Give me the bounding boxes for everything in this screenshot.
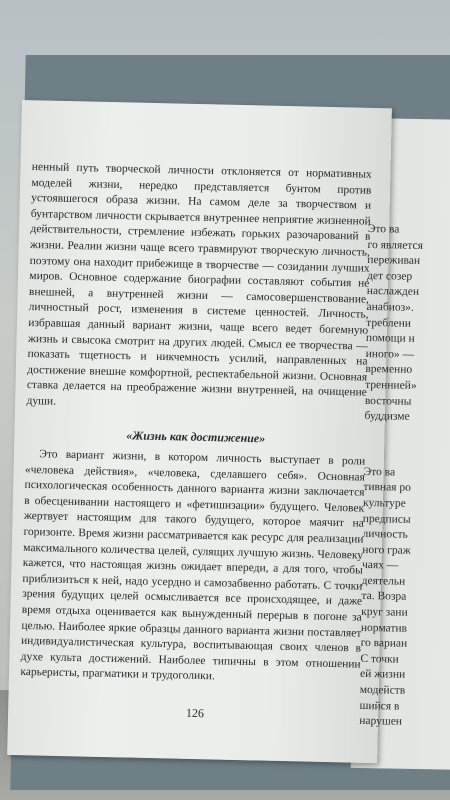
right-page-line: треблени [366, 316, 412, 330]
right-page-line: круг зани [361, 606, 408, 619]
right-page-line: дет созер [366, 269, 413, 283]
right-page-line: норматив [360, 621, 408, 635]
right-page-text [359, 222, 450, 731]
right-page-line: буддизме [364, 410, 410, 423]
right-page-text-top [364, 222, 450, 426]
paragraph-2: Это вариант жизни, в котором личность выступает в роли «человека действия», «человека, сделавшего себя». Основная психологическая особенность данного варианта жизни заключается в обесценивании настоящего и «фетишизации» будущего. Человек жертвует настоящим для такого будущего, которое маячит на горизонте. Время жизни рассматривается как ресурс для реализации максимального количества целей, сулящих лучшую жизнь. Человеку кажется, что настоящая жизнь ожидает впереди, а для того, чтобы приблизиться к ней, надо усердно и самозабвенно работать. С точки зрения будущих целей осмысливается все происходящее, и даже время отдыха оценивается как вынужденный перерыв в погоне за целью. Наиболее яркие образцы данного варианта жизни поставляет индивидуалистическая культура, воспитывающая своих членов в духе культа достижений. Наиболее типичны в этом отношении карьеристы, прагматики и трудоголики. [20, 448, 366, 683]
right-page-line: С точки [360, 652, 399, 666]
right-page-line: Это ва [367, 222, 400, 236]
right-page-line: ного граж [362, 543, 411, 557]
right-page-line: шийся в [359, 699, 400, 713]
right-page-line: предписы [362, 512, 411, 526]
right-page-line: го является [367, 238, 424, 252]
page-number: 126 [185, 705, 205, 721]
right-page-line: наслажден [366, 285, 420, 299]
left-page-text [20, 160, 372, 689]
right-page-text-bottom [359, 465, 446, 731]
right-page-line: временно [365, 363, 413, 377]
right-page-line: помощи н [365, 332, 415, 345]
right-page-line: го вариан [360, 637, 408, 650]
right-page-line: деятельн [361, 574, 406, 588]
right-page-line: тивная ро [363, 481, 412, 495]
paragraph-1: ненный путь творческой личности отклоняется от нормативных моделей жизни, нередко представляется бунтом против устоявшегося образа жизни. На самом деле за творчеством и бунтарством личности скрывается внутреннее неприятие жизненной действительности, стремление избежать горьких разочарований в жизни. Реалии жизни чаще всего травмируют творческую личность, поэтому она находит прибежище в творчестве — созидании лучших миров. Основное содержание биографии составляют события не внешней, а внутренней жизни — самосовершенствование, личностный рост, изменения в системе ценностей. Личность, избравшая данный вариант жизни, чаще всего ведет богемную жизнь и свысока смотрит на других людей. Смысл ее творчества — показать тщетность и никчемность усилий, направленных на достижение внешне комфортной, респектабельной жизни. Основная ставка делается на преображение жизни внутренней, на очищение души. [26, 160, 372, 408]
right-page-line: Это ва [363, 465, 396, 479]
right-page-line: личность [362, 528, 408, 541]
right-page-line: треннией» [365, 378, 417, 392]
right-page-line: культуре [362, 496, 406, 510]
right-page-line: та. Возра [361, 590, 407, 604]
right-page-line: восточны [364, 394, 412, 408]
section-subtitle: «Жизнь как достижение» [126, 427, 266, 445]
right-page-line: чаях — [361, 559, 399, 572]
right-page-line: нарушен [359, 715, 403, 728]
right-page-line: переживан [367, 254, 421, 268]
right-page-gap [364, 425, 447, 466]
right-page-line: иного» — [365, 347, 415, 361]
right-page-line: ей жизни [359, 668, 406, 682]
right-page-line: модейств [359, 683, 406, 697]
right-page-line: анабиоз». [366, 300, 414, 314]
